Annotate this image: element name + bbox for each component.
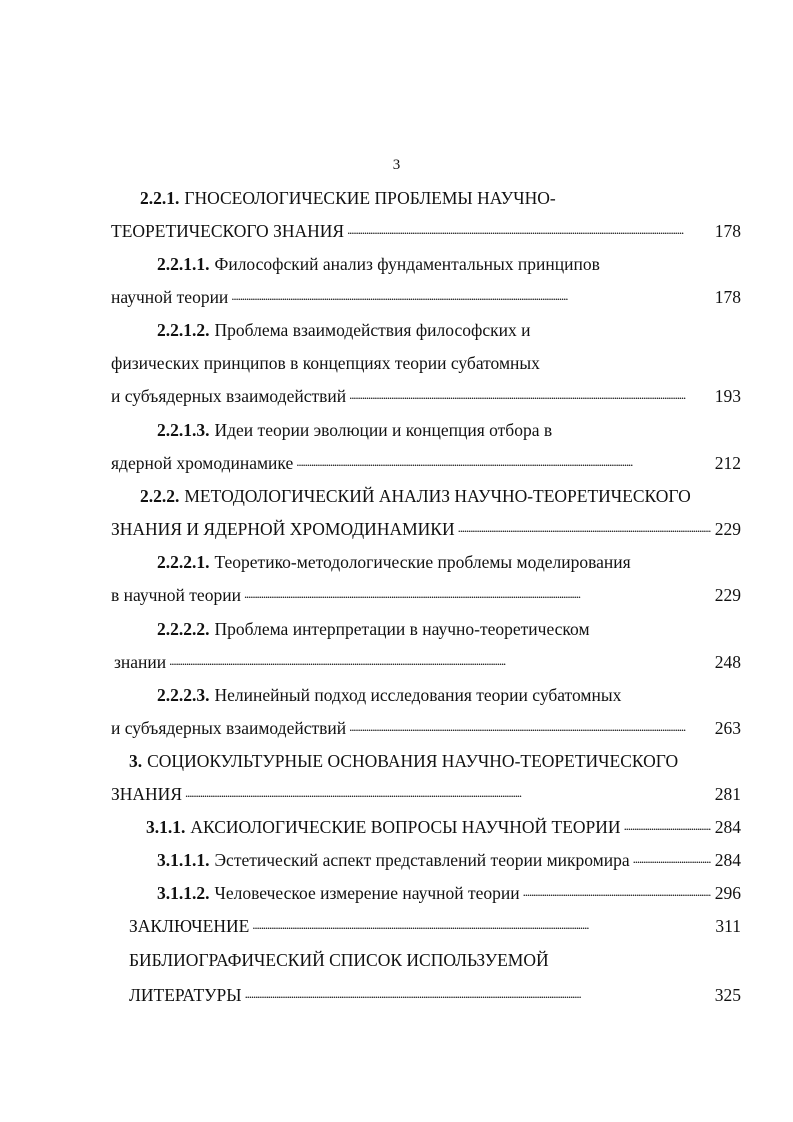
toc-title: ЗАКЛЮЧЕНИЕ bbox=[129, 916, 250, 936]
toc-entry-2-2-2-1-line1 bbox=[157, 549, 631, 575]
toc-number: 3. bbox=[129, 751, 143, 771]
toc-title: и субъядерных взаимодействий bbox=[111, 718, 347, 738]
toc-page: 281 bbox=[714, 784, 741, 804]
toc-entry-2-2-1-line1 bbox=[140, 185, 556, 211]
dot-leader bbox=[523, 880, 711, 906]
toc-number: 2.2.1.2. bbox=[157, 320, 210, 340]
toc-entry-2-2-1-3-line2 bbox=[111, 450, 741, 476]
toc-page: 325 bbox=[714, 985, 741, 1005]
toc-page: 263 bbox=[714, 718, 741, 738]
toc-title: знании bbox=[114, 652, 167, 672]
dot-leader bbox=[347, 218, 711, 244]
toc-title: АКСИОЛОГИЧЕСКИЕ ВОПРОСЫ НАУЧНОЙ ТЕОРИИ bbox=[190, 817, 621, 837]
toc-entry-2-2-2-line2 bbox=[111, 516, 741, 542]
dot-leader bbox=[633, 847, 711, 873]
toc-entry-2-2-1-1-line1 bbox=[157, 251, 600, 277]
dot-leader bbox=[252, 913, 711, 939]
toc-title: ЗНАНИЯ bbox=[111, 784, 182, 804]
toc-title: Проблема взаимодействия философских и bbox=[214, 320, 531, 340]
toc-title: МЕТОДОЛОГИЧЕСКИЙ АНАЛИЗ НАУЧНО-ТЕОРЕТИЧЕСКОГО bbox=[184, 486, 691, 506]
toc-title: ядерной хромодинамике bbox=[111, 453, 294, 473]
toc-page: 296 bbox=[714, 883, 741, 903]
toc-title: и субъядерных взаимодействий bbox=[111, 386, 347, 406]
toc-title: Нелинейный подход исследования теории субатомных bbox=[214, 685, 622, 705]
toc-entry-3-1-1-2 bbox=[157, 880, 741, 906]
toc-entry-bibliography-line2 bbox=[129, 982, 741, 1008]
toc-entry-conclusion bbox=[129, 913, 741, 939]
toc-page: 248 bbox=[714, 652, 741, 672]
toc-title: БИБЛИОГРАФИЧЕСКИЙ СПИСОК ИСПОЛЬЗУЕМОЙ bbox=[129, 950, 549, 970]
toc-page: 212 bbox=[714, 453, 741, 473]
toc-title: Идеи теории эволюции и концепция отбора в bbox=[214, 420, 553, 440]
toc-number: 3.1.1. bbox=[146, 817, 186, 837]
toc-number: 2.2.1.1. bbox=[157, 254, 210, 274]
toc-entry-2-2-2-2-line1 bbox=[157, 616, 590, 642]
page-number: 3 bbox=[392, 157, 401, 173]
toc-title: в научной теории bbox=[111, 585, 241, 605]
dot-leader bbox=[624, 814, 711, 840]
toc-page: 284 bbox=[714, 817, 741, 837]
toc-page: 284 bbox=[714, 850, 741, 870]
dot-leader bbox=[458, 516, 711, 542]
dot-leader bbox=[185, 781, 711, 807]
toc-entry-2-2-2-3-line1 bbox=[157, 682, 621, 708]
toc-title: ЛИТЕРАТУРЫ bbox=[129, 985, 242, 1005]
toc-number: 3.1.1.2. bbox=[157, 883, 210, 903]
toc-entry-3-line2 bbox=[111, 781, 741, 807]
toc-entry-2-2-1-3-line1 bbox=[157, 417, 552, 443]
toc-title: ЗНАНИЯ И ЯДЕРНОЙ ХРОМОДИНАМИКИ bbox=[111, 519, 455, 539]
toc-title: СОЦИОКУЛЬТУРНЫЕ ОСНОВАНИЯ НАУЧНО-ТЕОРЕТИЧЕСКОГО bbox=[147, 751, 679, 771]
toc-entry-3-1-1-1 bbox=[157, 847, 741, 873]
toc-title: физических принципов в концепциях теории субатомных bbox=[111, 353, 540, 373]
toc-entry-2-2-1-line2 bbox=[111, 218, 741, 244]
toc-entry-3-line1 bbox=[129, 748, 678, 774]
toc-entry-2-2-2-1-line2 bbox=[111, 582, 741, 608]
toc-page: 229 bbox=[714, 585, 741, 605]
toc-page: 311 bbox=[715, 916, 741, 936]
toc-title: ТЕОРЕТИЧЕСКОГО ЗНАНИЯ bbox=[111, 221, 345, 241]
toc-number: 2.2.1.3. bbox=[157, 420, 210, 440]
toc-number: 2.2.2.2. bbox=[157, 619, 210, 639]
toc-title: Эстетический аспект представлений теории микромира bbox=[214, 850, 630, 870]
toc-number: 3.1.1.1. bbox=[157, 850, 210, 870]
toc-title: Человеческое измерение научной теории bbox=[214, 883, 520, 903]
toc-entry-2-2-1-2-line2 bbox=[111, 350, 540, 376]
dot-leader bbox=[349, 383, 711, 409]
toc-title: Философский анализ фундаментальных принципов bbox=[214, 254, 600, 274]
toc-number: 2.2.2.3. bbox=[157, 685, 210, 705]
toc-entry-2-2-2-2-line2 bbox=[114, 649, 741, 675]
toc-entry-3-1-1 bbox=[146, 814, 741, 840]
toc-entry-bibliography-line1 bbox=[129, 947, 549, 973]
toc-page: 229 bbox=[714, 519, 741, 539]
dot-leader bbox=[244, 582, 711, 608]
dot-leader bbox=[231, 284, 710, 310]
toc-page: 178 bbox=[714, 287, 741, 307]
dot-leader bbox=[296, 450, 711, 476]
toc-page: 178 bbox=[714, 221, 741, 241]
toc-title: Проблема интерпретации в научно-теоретическом bbox=[214, 619, 590, 639]
toc-entry-2-2-2-3-line2 bbox=[111, 715, 741, 741]
dot-leader bbox=[245, 982, 711, 1008]
toc-number: 2.2.2. bbox=[140, 486, 180, 506]
toc-entry-2-2-1-2-line3 bbox=[111, 383, 741, 409]
dot-leader bbox=[349, 715, 711, 741]
toc-number: 2.2.2.1. bbox=[157, 552, 210, 572]
toc-entry-2-2-1-2-line1 bbox=[157, 317, 530, 343]
toc-title: Теоретико-методологические проблемы моделирования bbox=[214, 552, 631, 572]
toc-entry-2-2-1-1-line2 bbox=[111, 284, 741, 310]
toc-title: научной теории bbox=[111, 287, 229, 307]
toc-number: 2.2.1. bbox=[140, 188, 180, 208]
toc-page: 193 bbox=[714, 386, 741, 406]
dot-leader bbox=[169, 649, 711, 675]
toc-entry-2-2-2-line1 bbox=[140, 483, 691, 509]
toc-title: ГНОСЕОЛОГИЧЕСКИЕ ПРОБЛЕМЫ НАУЧНО- bbox=[184, 188, 556, 208]
